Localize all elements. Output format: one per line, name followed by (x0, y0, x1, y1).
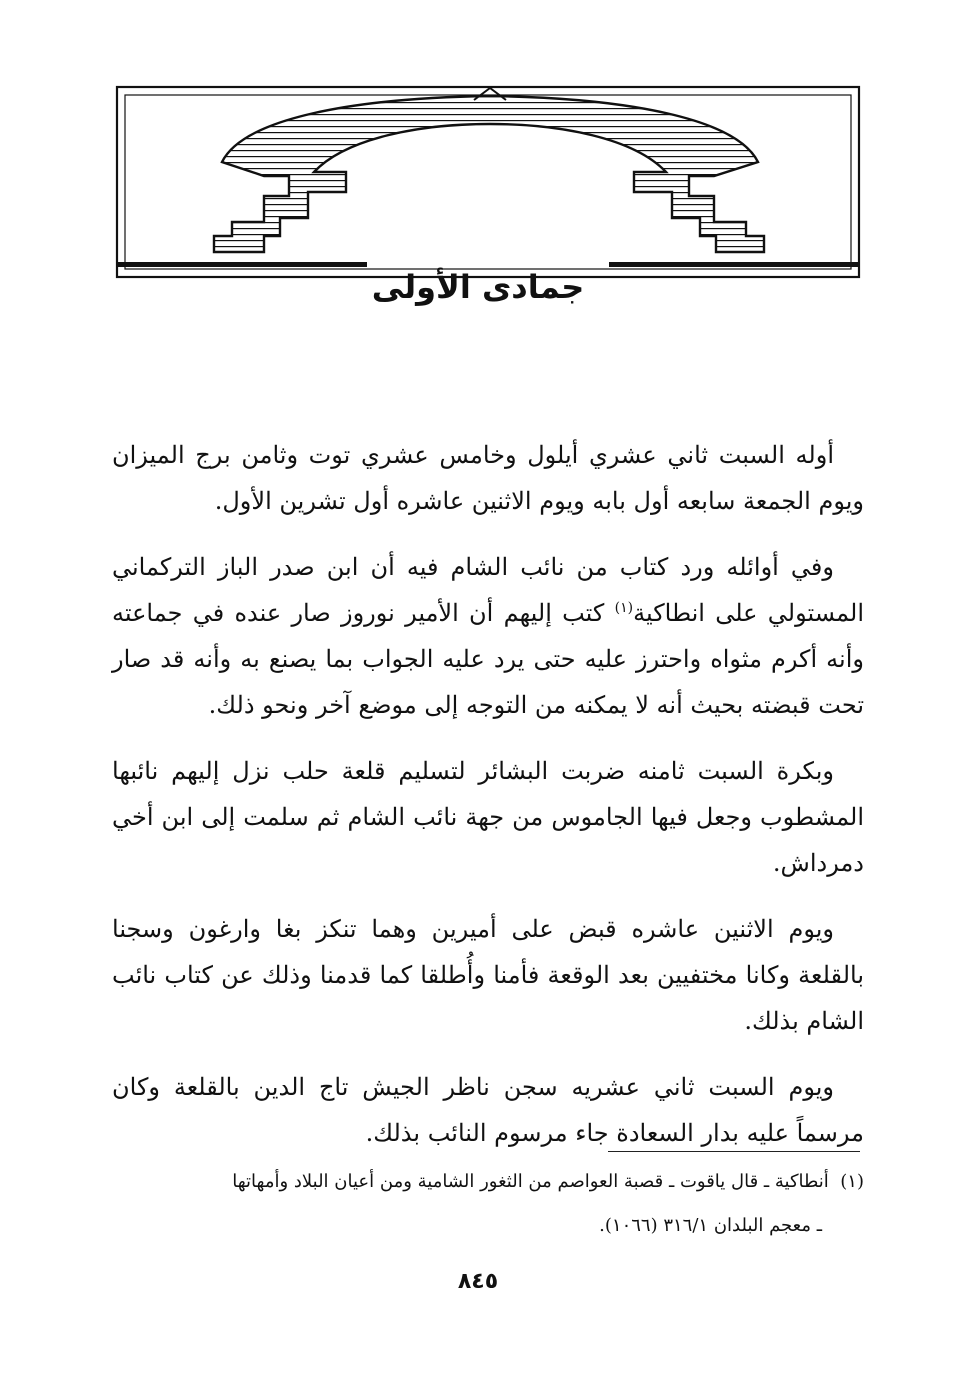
chapter-header-ornament (114, 84, 862, 284)
paragraph-2-start: وفي أوائله ورد كتاب من نائب الشام فيه أن ابن صدر الباز التركماني المستولي على انطاكية (112, 553, 864, 627)
paragraph-2-rest: كتب إليهم أن الأمير نوروز صار عنده في جماعته وأنه أكرم مثواه واحترز عليه حتى يرد عليه الجواب بما يصنع به وأنه قد صار تحت قبضته بحيث أنه لا يمكنه من التوجه إلى موضع آخر ونحو ذلك. (112, 599, 864, 719)
footnote-text: أنطاكية ـ قال ياقوت ـ قصبة العواصم من الثغور الشامية ومن أعيان البلاد وأمهاتها (232, 1171, 829, 1192)
footnote-reference: (١) (614, 600, 634, 616)
footnote (112, 1160, 864, 1248)
paragraph-4: ويوم الاثنين عاشره قبض على أميرين وهما تنكز بغا وارغون وسجنا بالقلعة وكانا مختفيين بعد الوقعة فأمنا وأُطلقا كما قدمنا وذلك عن كتاب نائب الشام بذلك. (112, 915, 864, 1035)
page-number: ٨٤٥ (457, 1269, 499, 1294)
footnote-line-1 (112, 1160, 864, 1204)
footnote-separator (608, 1151, 860, 1152)
footnote-marker: (١) (840, 1171, 864, 1192)
chapter-title: جمادى الأولى (371, 268, 585, 306)
paragraph-2 (112, 544, 864, 728)
footnote-line-2: ـ معجم البلدان ٣١٦/١ (١٠٦٦). (599, 1215, 822, 1236)
paragraph-5: ويوم السبت ثاني عشريه سجن ناظر الجيش تاج الدين بالقلعة وكان مرسماً عليه بدار السعادة جاء مرسوم النائب بذلك. (112, 1073, 864, 1147)
main-text (112, 432, 864, 1176)
paragraph-3: وبكرة السبت ثامنه ضربت البشائر لتسليم قلعة حلب نزل إليهم نائبها المشطوب وجعل فيها الجاموس من جهة نائب الشام ثم سلمت إلى ابن أخي دمرداش. (112, 757, 864, 877)
paragraph-1: أوله السبت ثاني عشري أيلول وخامس عشري توت وثامن برج الميزان ويوم الجمعة سابعه أول بابه ويوم الاثنين عاشره أول تشرين الأول. (112, 441, 864, 515)
